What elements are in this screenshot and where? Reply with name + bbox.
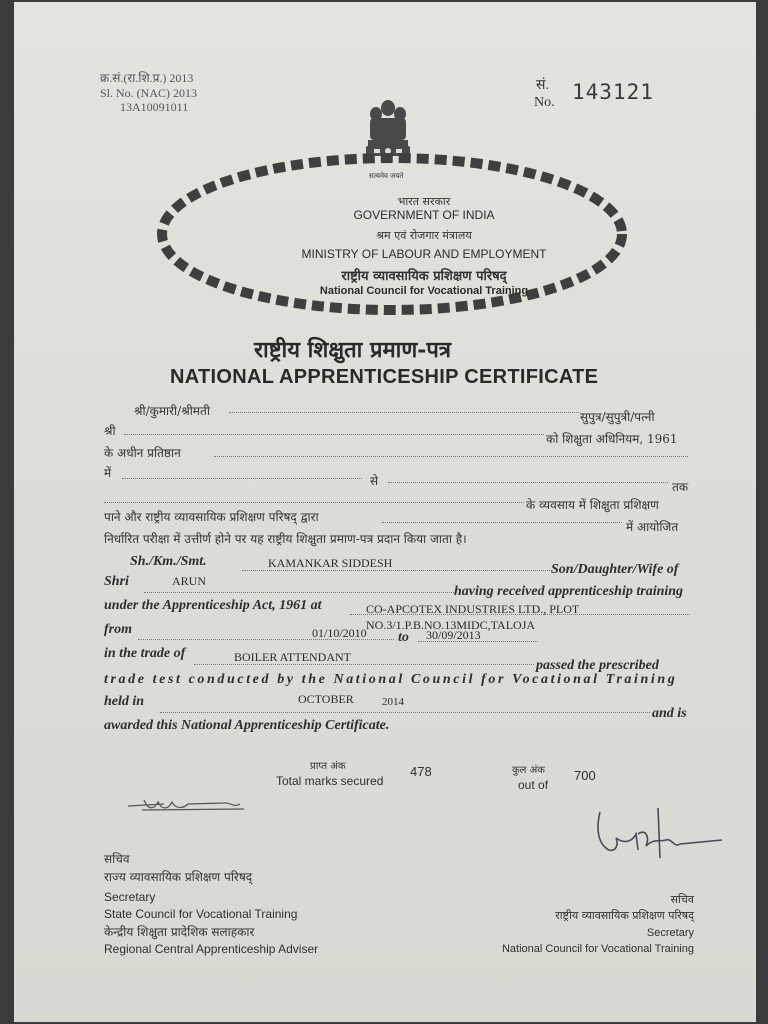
left-sig-l2: राज्य व्यावसायिक प्रशिक्षण परिषद् [104, 870, 253, 884]
en-relation: Son/Daughter/Wife of [551, 562, 679, 577]
marks-outof-label: out of [518, 778, 549, 792]
left-sig-l5: केन्द्रीय शिक्षुता प्रादेशिक सलाहकार [104, 925, 255, 939]
gov-english: GOVERNMENT OF INDIA [353, 208, 495, 222]
right-sig-l4: National Council for Vocational Training [501, 943, 694, 955]
serial-code: 13A10091011 [120, 100, 189, 114]
en-held-in: held in [104, 694, 145, 709]
en-to: to [398, 630, 409, 645]
en-conducted: trade test conducted by the National Council for Vocational Training [104, 672, 678, 687]
left-sig-l3: Secretary [104, 890, 156, 904]
marks-secured-value: 478 [410, 764, 432, 779]
hindi-l4b: से [370, 474, 379, 488]
field-father: ARUN [172, 574, 207, 588]
title-hindi: राष्ट्रीय शिक्षुता प्रमाण-पत्र [254, 337, 452, 363]
title-english: NATIONAL APPRENTICESHIP CERTIFICATE [170, 366, 599, 388]
ministry-hindi: श्रम एवं रोजगार मंत्रालय [376, 229, 472, 242]
field-name: KAMANKAR SIDDESH [268, 556, 393, 570]
emblem-motto: सत्यमेव जयते [369, 172, 404, 180]
en-shri: Shri [104, 574, 129, 589]
left-sig-l4: State Council for Vocational Training [104, 907, 298, 921]
field-from-date: 01/10/2010 [312, 626, 367, 640]
hindi-l4c: तक [672, 480, 689, 494]
right-sig-l2: राष्ट्रीय व्यावसायिक प्रशिक्षण परिषद् [555, 909, 694, 922]
cert-no-label-hi: सं. [536, 78, 549, 93]
right-signature-icon [586, 798, 726, 868]
serial-sl-no: Sl. No. (NAC) 2013 [100, 86, 198, 100]
field-exam-month: OCTOBER [298, 692, 354, 706]
hindi-l4a: में [104, 466, 112, 480]
ministry-english: MINISTRY OF LABOUR AND EMPLOYMENT [301, 247, 547, 261]
certificate-paper [14, 2, 756, 1022]
en-passed: passed the prescribed [536, 658, 659, 673]
serial-hindi: क्र.सं.(रा.शि.प्र.) 2013 [100, 71, 194, 85]
en-and-is: and is [652, 706, 687, 721]
cert-no-label-en: No. [534, 95, 555, 110]
hindi-l6b: में आयोजित [626, 520, 679, 534]
marks-outof-value: 700 [574, 768, 596, 783]
right-sig-l3: Secretary [646, 927, 694, 939]
marks-secured-hi: प्राप्त अंक [310, 761, 346, 772]
certificate-number: 143121 [572, 80, 654, 104]
hindi-l7a: निर्धारित परीक्षा में उत्तीर्ण होने पर यह राष्ट्रीय शिक्षुता प्रमाण-पत्र प्रदान किया जाता है। [104, 532, 467, 546]
en-trade-of: in the trade of [104, 646, 186, 661]
left-sig-l1: सचिव [104, 852, 130, 866]
en-prefix: Sh./Km./Smt. [130, 554, 207, 569]
en-training: having received apprenticeship training [454, 584, 684, 599]
hindi-l2a: श्री [104, 424, 116, 438]
field-establishment-1: CO-APCOTEX INDUSTRIES LTD., PLOT [366, 602, 580, 616]
marks-outof-hi: कुल अंक [512, 765, 545, 776]
gov-hindi: भारत सरकार [397, 195, 451, 208]
field-to-date: 30/09/2013 [426, 628, 481, 642]
council-hindi: राष्ट्रीय व्यावसायिक प्रशिक्षण परिषद् [341, 269, 507, 284]
hindi-l3a: के अधीन प्रतिष्ठान [104, 446, 181, 460]
field-establishment-2: NO.3/1.P.B.NO.13MIDC,TALOJA [366, 618, 536, 632]
left-sig-l6: Regional Central Apprenticeship Adviser [104, 942, 319, 956]
hindi-l5b: के व्यवसाय में शिक्षुता प्रशिक्षण [526, 498, 659, 512]
field-trade: BOILER ATTENDANT [234, 650, 351, 664]
en-from: from [104, 622, 132, 637]
field-exam-year: 2014 [382, 696, 404, 708]
hindi-l6a: पाने और राष्ट्रीय व्यावसायिक प्रशिक्षण परिषद् द्वारा [104, 510, 319, 524]
council-english: National Council for Vocational Training [319, 285, 529, 297]
en-act: under the Apprenticeship Act, 1961 at [104, 598, 322, 613]
left-signature-icon [124, 794, 254, 816]
right-sig-l1: सचिव [670, 893, 694, 906]
en-awarded: awarded this National Apprenticeship Certificate. [104, 718, 390, 733]
hindi-l1b: सुपुत्र/सुपुत्री/पत्नी [580, 410, 655, 424]
marks-secured-label: Total marks secured [276, 774, 384, 788]
hindi-l2b: को शिक्षुता अधिनियम, 1961 [546, 432, 678, 446]
hindi-l1a: श्री/कुमारी/श्रीमती [134, 404, 210, 418]
